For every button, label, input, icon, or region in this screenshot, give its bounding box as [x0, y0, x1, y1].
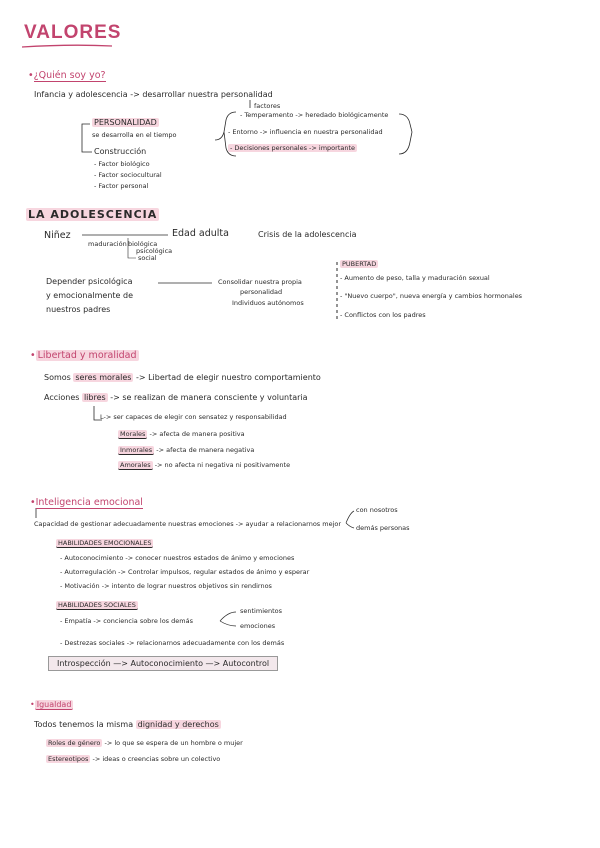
- edad-adulta-label: Edad adulta: [172, 228, 229, 239]
- brace-item-0: - Temperamento -> heredado biológicamente: [240, 111, 389, 119]
- section-libertad-heading: [30, 350, 139, 361]
- consolidar-line-3: Individuos autónomos: [232, 299, 304, 307]
- libertad-heading-text: Libertad y moralidad: [37, 350, 137, 361]
- estereotipos-desc: -> ideas o creencias sobre un colectivo: [92, 755, 221, 763]
- moral-item-2: [118, 461, 290, 469]
- who-line: Infancia y adolescencia -> desarrollar nuestra personalidad: [34, 90, 273, 99]
- libertad-line-3: L-> ser capaces de elegir con sensatez y responsabilidad: [100, 413, 287, 421]
- branch-con-nosotros: con nosotros: [356, 506, 398, 514]
- brace-item-2: [228, 144, 357, 152]
- pubertad-item-2: - Conflictos con los padres: [340, 311, 426, 319]
- inteligencia-line: Capacidad de gestionar adecuadamente nuestras emociones -> ayudar a relacionarnos mejor: [34, 520, 342, 528]
- libertad-line-2: [44, 393, 308, 402]
- construccion-label: Construcción: [94, 147, 147, 156]
- factor-item-1: - Factor sociocultural: [94, 171, 162, 179]
- igualdad-heading-text: Igualdad: [36, 700, 72, 709]
- consolidar-line-1: Consolidar nuestra propia: [218, 278, 302, 286]
- factor-item-0: - Factor biológico: [94, 160, 150, 168]
- roles-term: Roles de género: [48, 739, 101, 747]
- personalidad-sub: se desarrolla en el tiempo: [92, 131, 177, 139]
- moral-item-1: [118, 446, 254, 454]
- igualdad-line1-start: Todos tenemos la misma: [34, 720, 134, 729]
- pubertad-title: [340, 260, 378, 268]
- moral-desc: -> afecta de manera negativa: [156, 446, 255, 454]
- seres-morales-term: seres morales: [75, 373, 132, 382]
- who-heading-text: ¿Quién soy yo?: [33, 70, 106, 81]
- section-adolescence-heading: [26, 208, 159, 221]
- bullet-icon: •: [28, 70, 34, 81]
- line1-end: -> Libertad de elegir nuestro comportamiento: [135, 373, 321, 382]
- pubertad-item-0: - Aumento de peso, talla y maduración sexual: [340, 274, 490, 282]
- brace-item-1: - Entorno -> influencia en nuestra personalidad: [228, 128, 383, 136]
- estereotipos-line: [46, 755, 220, 763]
- branch-demas: demás personas: [356, 524, 410, 532]
- estereotipos-term: Estereotipos: [48, 755, 89, 763]
- personalidad-text: PERSONALIDAD: [94, 118, 157, 127]
- bullet-icon: •: [30, 350, 36, 361]
- dignidad-term: dignidad y derechos: [137, 720, 219, 729]
- roles-desc: -> lo que se espera de un hombre o mujer: [104, 739, 243, 747]
- bullet-icon: •: [30, 700, 35, 709]
- introspeccion-box: Introspección —> Autoconocimiento —> Autocontrol: [48, 656, 278, 671]
- moral-term: Morales: [120, 430, 146, 438]
- mad-item-2: social: [138, 254, 157, 262]
- emo-item-2: - Motivación -> intento de lograr nuestros objetivos sin rendirnos: [60, 582, 272, 590]
- hab-soc-text: HABILIDADES SOCIALES: [58, 601, 136, 609]
- igualdad-line-1: [34, 720, 221, 729]
- factores-label: factores: [254, 102, 281, 110]
- moral-term: Inmorales: [120, 446, 153, 454]
- line1-start: Somos: [44, 373, 71, 382]
- dependencia-line-1: Depender psicológica: [46, 277, 133, 286]
- inteligencia-heading-text: Inteligencia emocional: [35, 497, 143, 508]
- maduracion-label: maduración: [88, 240, 127, 248]
- empatia-branch-2: emociones: [240, 622, 276, 630]
- page-title: VALORES: [24, 22, 122, 43]
- empatia-branch-1: sentimientos: [240, 607, 283, 615]
- section-igualdad-heading: [30, 700, 73, 709]
- section-who-heading: [28, 70, 106, 81]
- moral-desc: -> afecta de manera positiva: [149, 430, 245, 438]
- libertad-line-1: [44, 373, 321, 382]
- ninez-label: Niñez: [44, 230, 71, 241]
- line2-end: -> se realizan de manera consciente y voluntaria: [110, 393, 308, 402]
- hab-emo-text: HABILIDADES EMOCIONALES: [58, 539, 152, 547]
- dependencia-line-2: y emocionalmente de: [46, 291, 133, 300]
- personalidad-label: [92, 118, 159, 127]
- emo-item-1: - Autorregulación -> Controlar impulsos, regular estados de ánimo y esperar: [60, 568, 310, 576]
- adolescence-heading-text: LA ADOLESCENCIA: [28, 208, 158, 221]
- factor-item-2: - Factor personal: [94, 182, 149, 190]
- moral-desc: -> no afecta ni negativa ni positivamente: [154, 461, 291, 469]
- line2-start: Acciones: [44, 393, 80, 402]
- mad-item-1: psicológica: [136, 247, 173, 255]
- libres-term: libres: [83, 393, 106, 402]
- mad-item-0: biológica: [128, 240, 158, 248]
- crisis-label: Crisis de la adolescencia: [258, 230, 357, 239]
- hab-sociales-title: [56, 601, 138, 609]
- moral-item-0: [118, 430, 245, 438]
- pubertad-item-1: - "Nuevo cuerpo", nueva energía y cambios hormonales: [340, 292, 523, 300]
- dependencia-line-3: nuestros padres: [46, 305, 111, 314]
- moral-term: Amorales: [120, 461, 151, 469]
- pubertad-title-text: PUBERTAD: [342, 260, 377, 268]
- roles-line: [46, 739, 243, 747]
- empatia-line: - Empatía -> conciencia sobre los demás: [60, 617, 193, 625]
- bullet-icon: •: [30, 497, 36, 508]
- section-inteligencia-heading: [30, 497, 143, 508]
- consolidar-line-2: personalidad: [240, 288, 283, 296]
- emo-item-0: - Autoconocimiento -> conocer nuestros estados de ánimo y emociones: [60, 554, 295, 562]
- hab-emocionales-title: [56, 539, 153, 547]
- brace-item-2-text: - Decisiones personales -> importante: [230, 144, 356, 152]
- destrezas-line: - Destrezas sociales -> relacionarnos adecuadamente con los demás: [60, 639, 285, 647]
